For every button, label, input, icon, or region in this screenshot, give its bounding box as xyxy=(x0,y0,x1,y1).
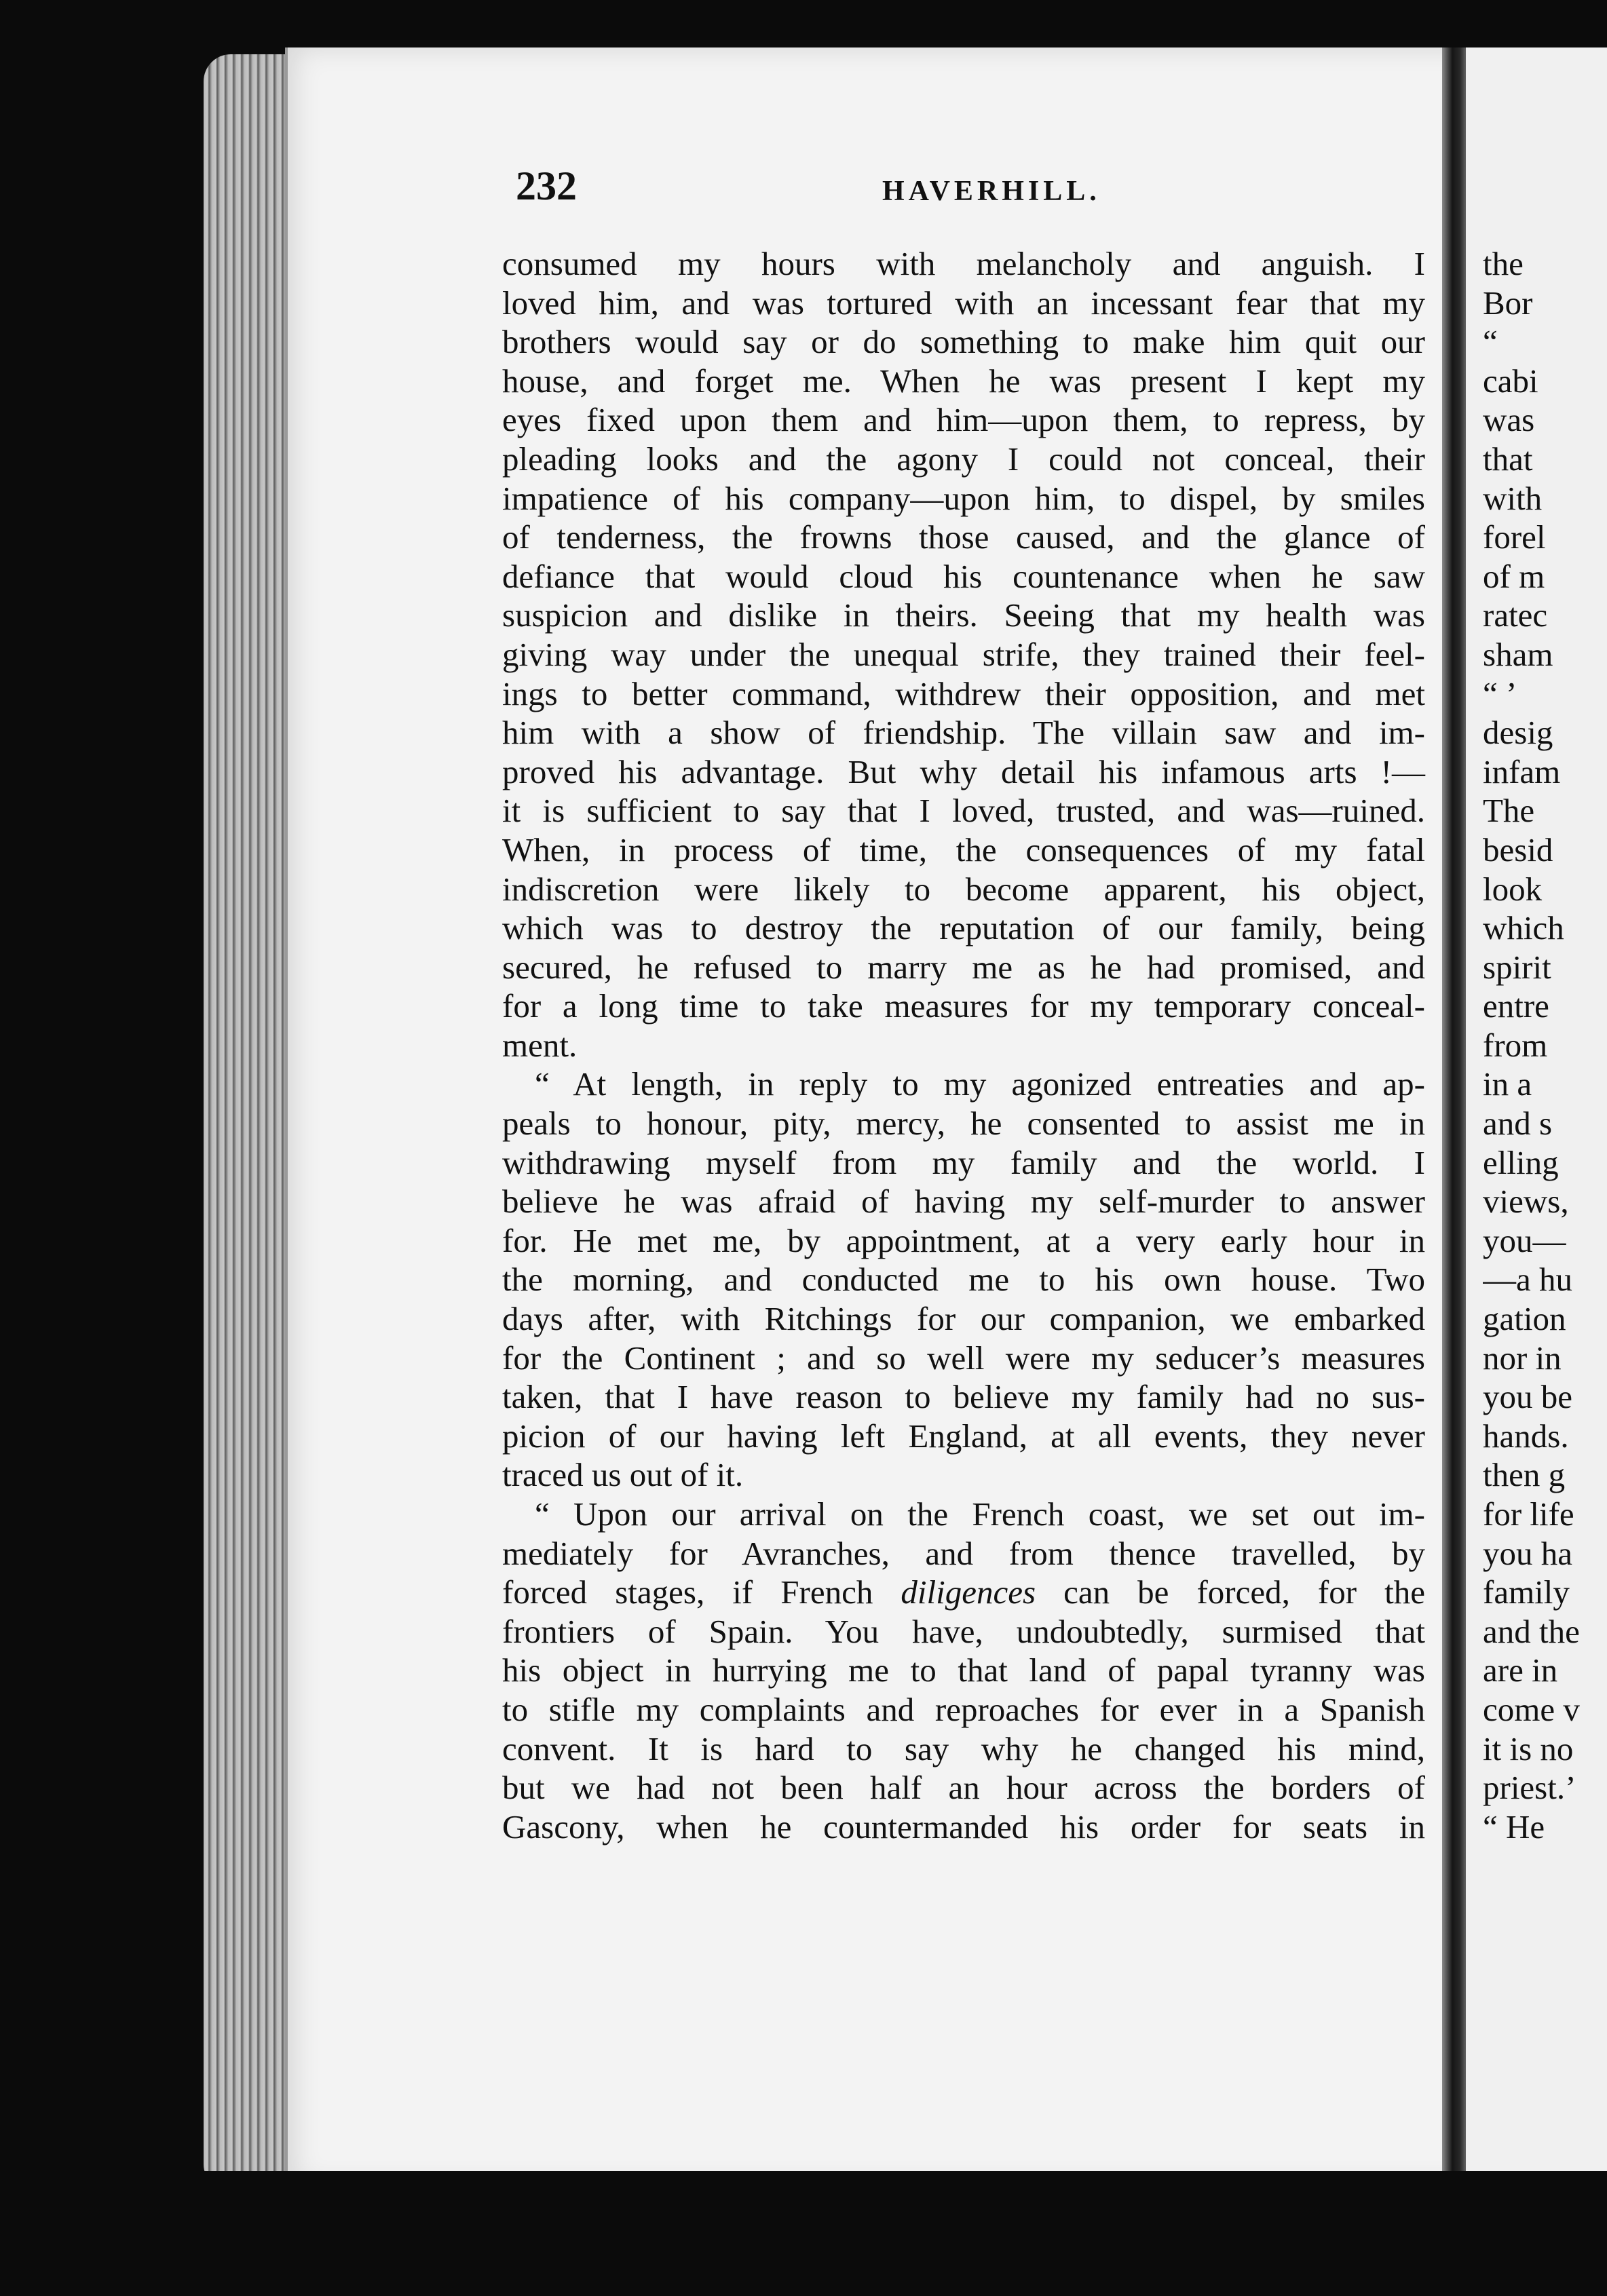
text-line: believe he was afraid of having my self-murder to answer xyxy=(502,1183,1425,1221)
facing-text-line: Bor xyxy=(1483,284,1533,322)
text-line: ment. xyxy=(502,1026,578,1064)
text-line: for. He met me, by appointment, at a very early hour in xyxy=(502,1221,1425,1259)
text-line: of tenderness, the frowns those caused, and the glance of xyxy=(502,518,1425,556)
text-line: days after, with Ritchings for our companion, we embarked xyxy=(502,1300,1425,1338)
facing-text-line: for life xyxy=(1483,1495,1574,1533)
facing-text-line: “ He xyxy=(1483,1807,1545,1845)
facing-text-line: gation xyxy=(1483,1300,1566,1338)
facing-text-line: priest.’ xyxy=(1483,1769,1576,1807)
running-head xyxy=(516,163,1425,210)
facing-text-line: look xyxy=(1483,870,1543,908)
text-line: traced us out of it. xyxy=(502,1456,744,1494)
facing-text-line: besid xyxy=(1483,830,1553,868)
facing-text-line: ratec xyxy=(1483,596,1548,634)
text-line: peals to honour, pity, mercy, he consented to assist me in xyxy=(502,1105,1425,1143)
facing-text-line: that xyxy=(1483,440,1533,478)
text-line: to stifle my complaints and reproaches for ever in a Spanish xyxy=(502,1690,1425,1728)
text-line: “ At length, in reply to my agonized entreaties and ap- xyxy=(535,1065,1425,1103)
book-gutter xyxy=(1442,47,1468,2171)
italic-word: diligences xyxy=(901,1573,1036,1611)
facing-text-line: are in xyxy=(1483,1651,1558,1689)
text-line: defiance that would cloud his countenance when he saw xyxy=(502,557,1425,595)
facing-text-line: then g xyxy=(1483,1456,1566,1494)
facing-text-line: sham xyxy=(1483,635,1553,673)
facing-text-line: infam xyxy=(1483,752,1561,790)
facing-text-line: in a xyxy=(1483,1065,1532,1103)
facing-text-line: the xyxy=(1483,245,1524,282)
body-text xyxy=(502,244,1425,1846)
facing-text-line: desig xyxy=(1483,714,1553,752)
facing-text-line: you ha xyxy=(1483,1534,1572,1572)
facing-text-line: hands. xyxy=(1483,1417,1569,1455)
facing-text-line: was xyxy=(1483,401,1535,439)
facing-text-line: “ xyxy=(1483,323,1498,361)
text-line: brothers would say or do something to make him quit our xyxy=(502,323,1425,361)
facing-text-line: of m xyxy=(1483,557,1545,595)
page-number: 232 xyxy=(516,164,577,208)
facing-text-line: it is no xyxy=(1483,1729,1574,1767)
facing-text-line: entre xyxy=(1483,987,1549,1025)
text-line: giving way under the unequal strife, they trained their feel- xyxy=(502,635,1425,673)
text-line: the morning, and conducted me to his own house. Two xyxy=(502,1261,1425,1299)
text-line: pleading looks and the agony I could not conceal, their xyxy=(502,440,1425,478)
text-line: secured, he refused to marry me as he had promised, and xyxy=(502,948,1425,986)
text-line: it is sufficient to say that I loved, trusted, and was—ruined. xyxy=(502,792,1425,830)
text-line: taken, that I have reason to believe my family had no sus- xyxy=(502,1378,1425,1416)
text-line: impatience of his company—upon him, to dispel, by smiles xyxy=(502,479,1425,517)
text-line: consumed my hours with melancholy and anguish. I xyxy=(502,245,1425,282)
text-line: indiscretion were likely to become apparent, his object, xyxy=(502,870,1425,908)
text-line: eyes fixed upon them and him—upon them, to repress, by xyxy=(502,401,1425,439)
text-line: his object in hurrying me to that land of papal tyranny was xyxy=(502,1651,1425,1689)
facing-text-line: forel xyxy=(1483,518,1546,556)
facing-text-line: with xyxy=(1483,479,1543,517)
text-line: mediately for Avranches, and from thence travelled, by xyxy=(502,1534,1425,1572)
text-line: When, in process of time, the consequences of my fatal xyxy=(502,830,1425,868)
text-line: picion of our having left England, at all events, they never xyxy=(502,1417,1425,1455)
facing-text-line: from xyxy=(1483,1026,1548,1064)
facing-text-line: spirit xyxy=(1483,948,1551,986)
text-line: but we had not been half an hour across the borders of xyxy=(502,1769,1425,1807)
facing-text-line: come v xyxy=(1483,1690,1580,1728)
running-title: HAVERHILL. xyxy=(882,176,1101,207)
facing-page-text xyxy=(1483,244,1607,1846)
facing-text-line: nor in xyxy=(1483,1339,1562,1377)
bottom-shadow xyxy=(204,2171,1607,2296)
text-line: Gascony, when he countermanded his order for seats in xyxy=(502,1807,1425,1845)
text-line: for a long time to take measures for my temporary conceal- xyxy=(502,987,1425,1025)
text-line: proved his advantage. But why detail his infamous arts !— xyxy=(502,752,1425,790)
text-line: “ Upon our arrival on the French coast, we set out im- xyxy=(535,1495,1425,1533)
text-line: forced stages, if French diligences can be forced, for the xyxy=(502,1573,1425,1611)
facing-text-line: and s xyxy=(1483,1105,1553,1143)
text-line: him with a show of friendship. The villain saw and im- xyxy=(502,714,1425,752)
facing-text-line: cabi xyxy=(1483,362,1538,400)
text-line: suspicion and dislike in theirs. Seeing that my health was xyxy=(502,596,1425,634)
facing-text-line: elling xyxy=(1483,1143,1559,1181)
facing-text-line: views, xyxy=(1483,1183,1569,1221)
text-line: frontiers of Spain. You have, undoubtedly, surmised that xyxy=(502,1612,1425,1650)
facing-text-line: you— xyxy=(1483,1221,1566,1259)
text-line: convent. It is hard to say why he changed his mind, xyxy=(502,1729,1425,1767)
facing-text-line: “ ’ xyxy=(1483,674,1517,712)
text-line: withdrawing myself from my family and the world. I xyxy=(502,1143,1425,1181)
facing-text-line: and the xyxy=(1483,1612,1580,1650)
text-line: loved him, and was tortured with an incessant fear that my xyxy=(502,284,1425,322)
facing-text-line: you be xyxy=(1483,1378,1572,1416)
facing-text-line: family xyxy=(1483,1573,1570,1611)
text-line: which was to destroy the reputation of our family, being xyxy=(502,909,1425,947)
text-line: ings to better command, withdrew their opposition, and met xyxy=(502,674,1425,712)
text-line: for the Continent ; and so well were my seducer’s measures xyxy=(502,1339,1425,1377)
facing-text-line: which xyxy=(1483,909,1564,947)
facing-text-line: The xyxy=(1483,792,1535,830)
text-line: house, and forget me. When he was present I kept my xyxy=(502,362,1425,400)
facing-text-line: —a hu xyxy=(1483,1261,1572,1299)
